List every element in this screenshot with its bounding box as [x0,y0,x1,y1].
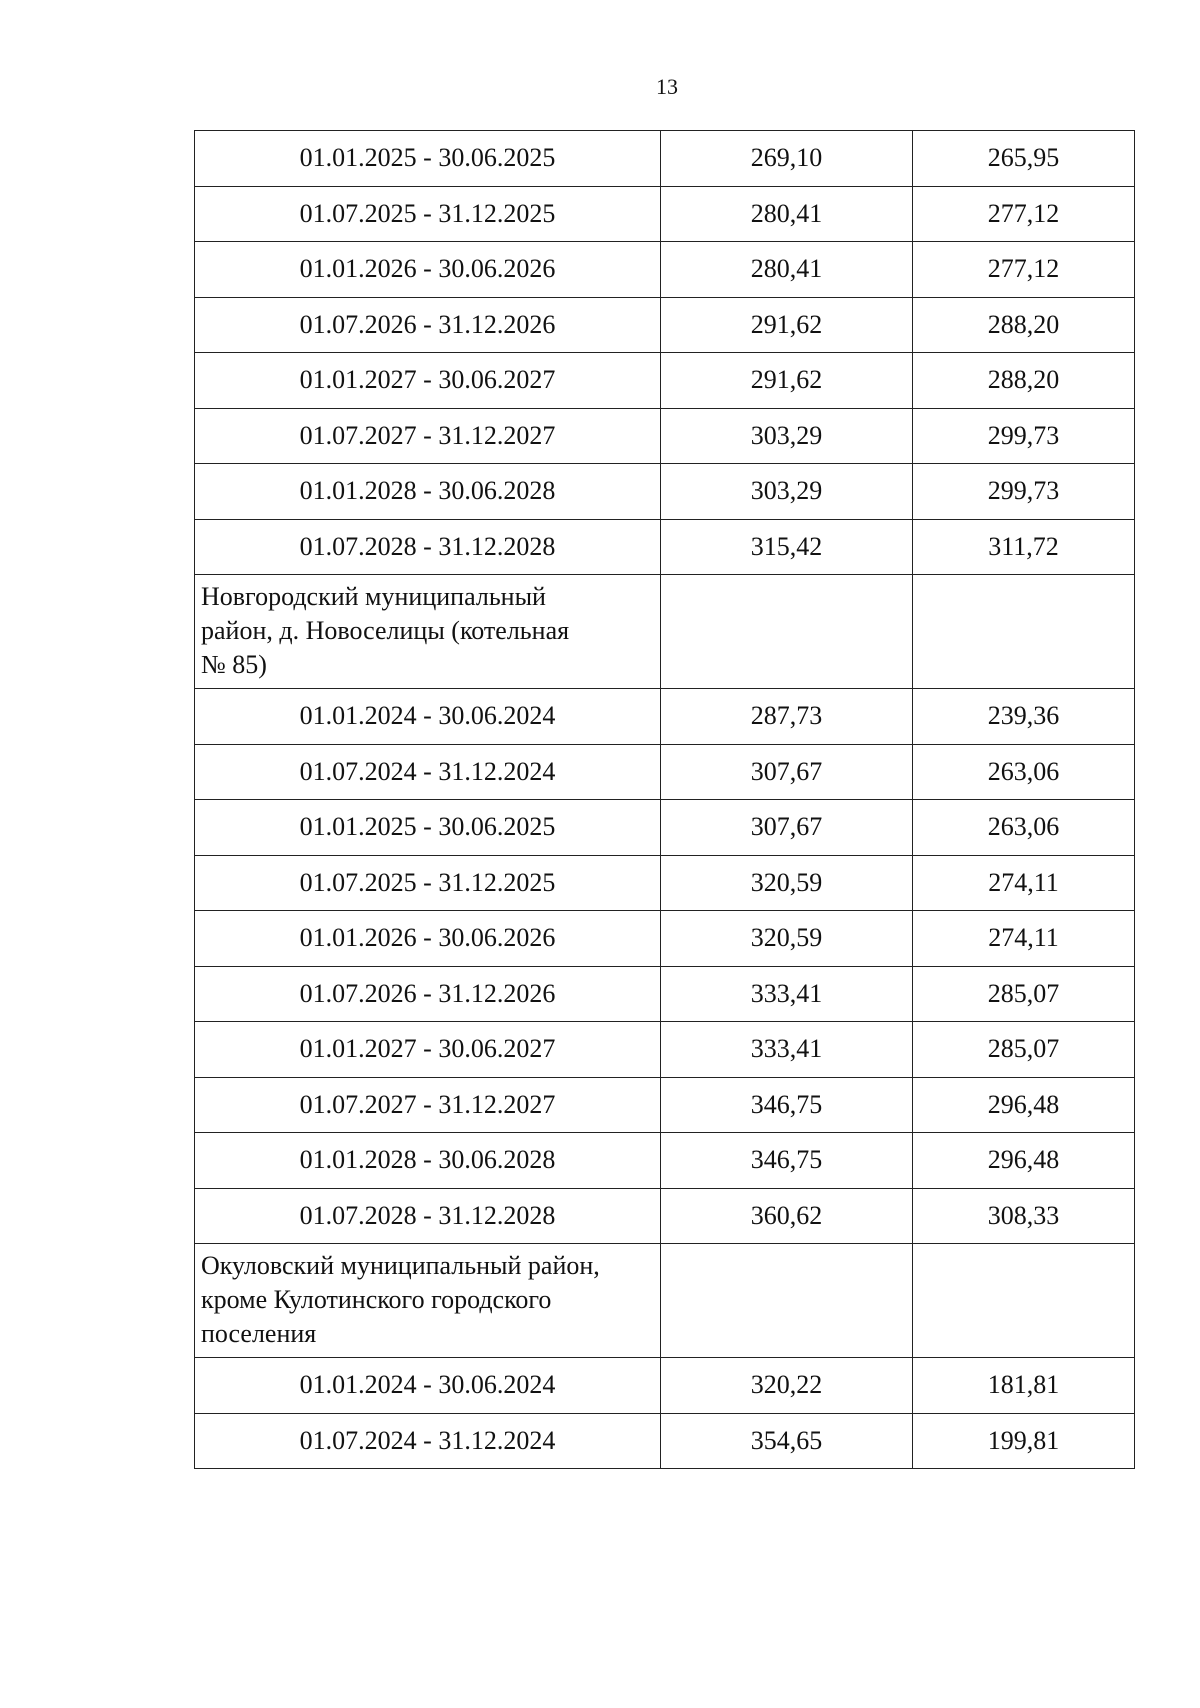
tariff-value-1-cell: 315,42 [661,519,913,575]
table-row [195,1358,1135,1414]
table-row [195,297,1135,353]
tariff-value-1-cell: 346,75 [661,1133,913,1189]
period-cell: 01.07.2027 - 31.12.2027 [195,408,661,464]
territory-name-line: Новгородский муниципальный [201,582,546,611]
tariff-value-1-cell: 291,62 [661,353,913,409]
tariff-value-1-cell: 320,59 [661,855,913,911]
period-cell: 01.01.2024 - 30.06.2024 [195,1358,661,1414]
tariff-value-2-cell: 263,06 [913,800,1135,856]
empty-value-cell-1 [661,1244,913,1358]
table-row [195,186,1135,242]
period-cell: 01.07.2025 - 31.12.2025 [195,855,661,911]
tariff-table [194,130,1135,1469]
table-row [195,408,1135,464]
empty-value-cell-2 [913,575,1135,689]
tariff-value-2-cell: 277,12 [913,242,1135,298]
tariff-value-2-cell: 265,95 [913,131,1135,187]
tariff-value-2-cell: 288,20 [913,297,1135,353]
period-cell: 01.01.2026 - 30.06.2026 [195,242,661,298]
table-row [195,911,1135,967]
period-cell: 01.01.2025 - 30.06.2025 [195,131,661,187]
table-row [195,353,1135,409]
tariff-value-1-cell: 307,67 [661,800,913,856]
table-row [195,464,1135,520]
tariff-value-2-cell: 311,72 [913,519,1135,575]
table-row [195,242,1135,298]
period-cell: 01.01.2024 - 30.06.2024 [195,689,661,745]
table-row [195,1077,1135,1133]
period-cell: 01.07.2024 - 31.12.2024 [195,1413,661,1469]
tariff-value-2-cell: 199,81 [913,1413,1135,1469]
tariff-value-1-cell: 346,75 [661,1077,913,1133]
table-row [195,689,1135,745]
group-header-row [195,1244,1135,1358]
period-cell: 01.07.2026 - 31.12.2026 [195,966,661,1022]
period-cell: 01.01.2026 - 30.06.2026 [195,911,661,967]
tariff-value-2-cell: 285,07 [913,966,1135,1022]
tariff-value-1-cell: 280,41 [661,242,913,298]
territory-name-line: Окуловский муниципальный район, [201,1251,600,1280]
tariff-value-1-cell: 280,41 [661,186,913,242]
tariff-value-2-cell: 299,73 [913,408,1135,464]
table-row [195,855,1135,911]
tariff-table-body [195,131,1135,1469]
period-cell: 01.01.2027 - 30.06.2027 [195,353,661,409]
period-cell: 01.07.2027 - 31.12.2027 [195,1077,661,1133]
table-row [195,1022,1135,1078]
territory-name-line: район, д. Новоселицы (котельная [201,616,570,645]
table-row [195,519,1135,575]
period-cell: 01.01.2025 - 30.06.2025 [195,800,661,856]
period-cell: 01.01.2028 - 30.06.2028 [195,1133,661,1189]
tariff-value-1-cell: 303,29 [661,464,913,520]
table-row [195,131,1135,187]
tariff-value-2-cell: 296,48 [913,1133,1135,1189]
empty-value-cell-1 [661,575,913,689]
tariff-value-1-cell: 291,62 [661,297,913,353]
table-row [195,744,1135,800]
tariff-value-1-cell: 333,41 [661,966,913,1022]
table-row [195,1133,1135,1189]
tariff-value-1-cell: 320,22 [661,1358,913,1414]
tariff-value-1-cell: 287,73 [661,689,913,745]
tariff-value-1-cell: 354,65 [661,1413,913,1469]
table-row [195,966,1135,1022]
period-cell: 01.07.2028 - 31.12.2028 [195,519,661,575]
tariff-value-2-cell: 181,81 [913,1358,1135,1414]
table-row [195,1188,1135,1244]
tariff-value-2-cell: 274,11 [913,911,1135,967]
period-cell: 01.01.2028 - 30.06.2028 [195,464,661,520]
tariff-value-1-cell: 303,29 [661,408,913,464]
tariff-value-1-cell: 333,41 [661,1022,913,1078]
tariff-value-2-cell: 239,36 [913,689,1135,745]
group-header-row [195,575,1135,689]
period-cell: 01.07.2028 - 31.12.2028 [195,1188,661,1244]
table-row [195,800,1135,856]
period-cell: 01.07.2025 - 31.12.2025 [195,186,661,242]
tariff-value-2-cell: 285,07 [913,1022,1135,1078]
tariff-value-2-cell: 274,11 [913,855,1135,911]
tariff-value-2-cell: 296,48 [913,1077,1135,1133]
tariff-value-1-cell: 269,10 [661,131,913,187]
period-cell: 01.07.2024 - 31.12.2024 [195,744,661,800]
tariff-value-1-cell: 360,62 [661,1188,913,1244]
tariff-value-2-cell: 288,20 [913,353,1135,409]
tariff-value-1-cell: 307,67 [661,744,913,800]
tariff-value-2-cell: 308,33 [913,1188,1135,1244]
period-cell: 01.01.2027 - 30.06.2027 [195,1022,661,1078]
territory-name-line: поселения [201,1319,317,1348]
page-number: 13 [656,74,678,99]
table-row [195,1413,1135,1469]
territory-name-line: № 85) [201,650,267,679]
territory-name-cell [195,1244,661,1358]
tariff-value-1-cell: 320,59 [661,911,913,967]
territory-name-line: кроме Кулотинского городского [201,1285,552,1314]
tariff-value-2-cell: 277,12 [913,186,1135,242]
empty-value-cell-2 [913,1244,1135,1358]
period-cell: 01.07.2026 - 31.12.2026 [195,297,661,353]
tariff-value-2-cell: 263,06 [913,744,1135,800]
tariff-value-2-cell: 299,73 [913,464,1135,520]
territory-name-cell [195,575,661,689]
